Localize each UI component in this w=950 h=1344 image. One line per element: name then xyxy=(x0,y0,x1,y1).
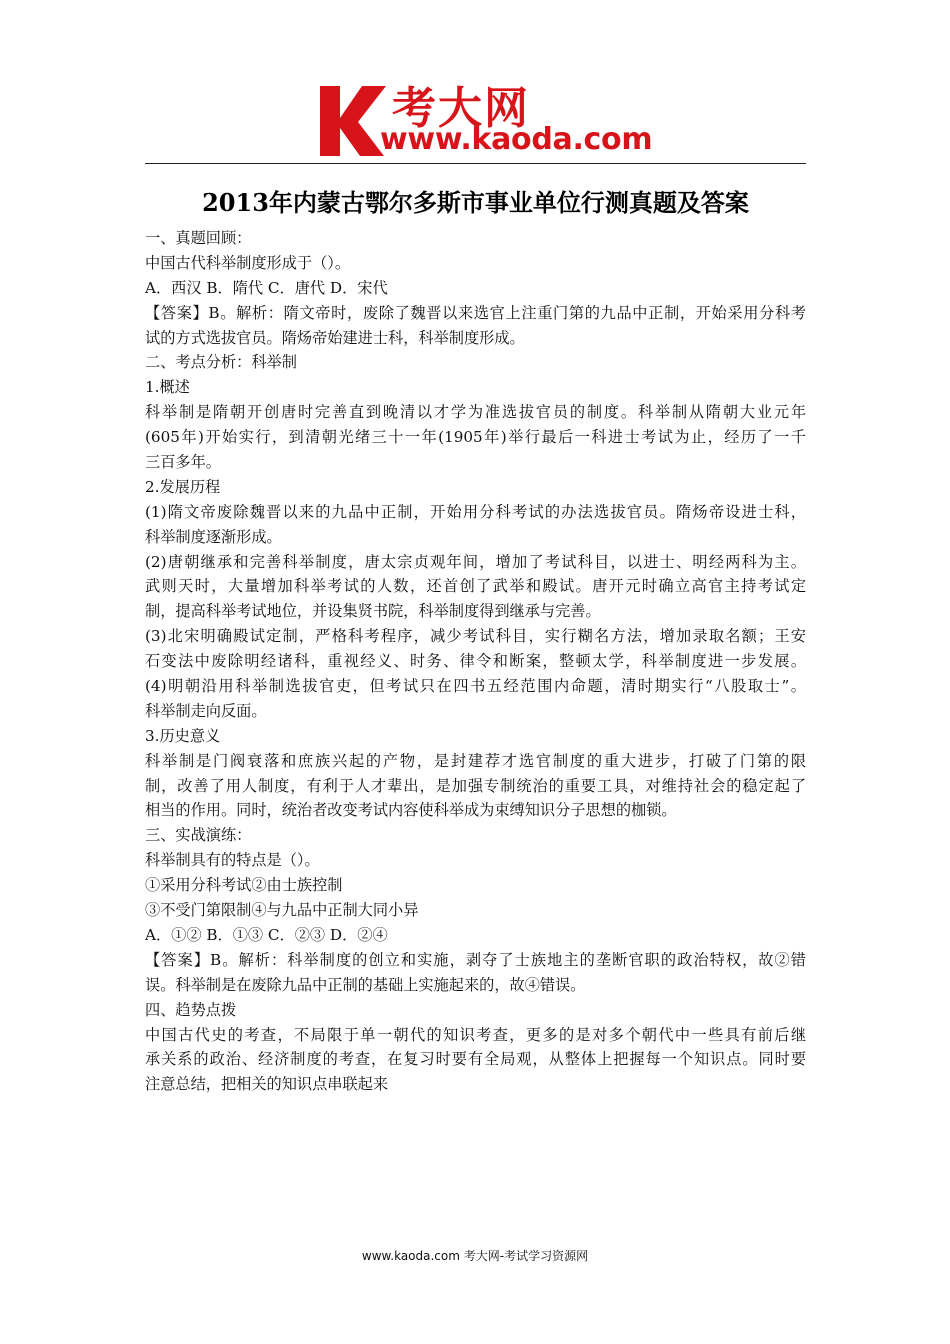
text-line: 科举制是隋朝开创唐时完善直到晚清以才学为准选拔官员的制度。科举制从隋朝大业元年 xyxy=(145,403,806,422)
document-body xyxy=(145,226,806,1097)
text-line: 科举制走向反面。 xyxy=(145,701,267,720)
logo-url-text: www.kaoda.com xyxy=(380,122,653,157)
text-line: 相当的作用。同时，统治者改变考试内容使科举成为束缚知识分子思想的枷锁。 xyxy=(145,801,677,820)
text-line: 试的方式选拔官员。隋炀帝始建进士科，科举制度形成。 xyxy=(145,328,525,347)
text-line: (605年)开始实行，到清朝光绪三十一年(1905年)举行最后一科进士考试为止，经历了一千 xyxy=(145,428,806,447)
text-line: A．西汉 B．隋代 C．唐代 D．宋代 xyxy=(145,278,388,297)
text-line: 石变法中废除明经诸科，重视经义、时务、律令和断案，整顿太学，科举制度进一步发展。 xyxy=(145,652,806,671)
text-line: 二、考点分析：科举制 xyxy=(145,353,297,372)
header-divider xyxy=(145,163,806,164)
text-line: 注意总结，把相关的知识点串联起来 xyxy=(145,1075,388,1094)
text-line: 制，提高科举考试地位，并设集贤书院，科举制度得到继承与完善。 xyxy=(145,602,601,621)
text-line: 科举制是门阀衰落和庶族兴起的产物，是封建荐才选官制度的重大进步，打破了门第的限 xyxy=(145,751,806,770)
text-line: 武则天时，大量增加科举考试的人数，还首创了武举和殿试。唐开元时确立高官主持考试定 xyxy=(145,577,806,596)
text-line: 科举制具有的特点是（）。 xyxy=(145,851,320,870)
text-line: 中国古代科举制度形成于（）。 xyxy=(145,253,351,272)
text-line: (3)北宋明确殿试定制，严格科考程序，减少考试科目，实行糊名方法，增加录取名额；王安 xyxy=(145,627,806,646)
text-line: 中国古代史的考查，不局限于单一朝代的知识考查，更多的是对多个朝代中一些具有前后继 xyxy=(145,1025,806,1044)
text-line: ①采用分科考试②由士族控制 xyxy=(145,876,343,895)
text-line: 【答案】B。解析：隋文帝时，废除了魏晋以来选官上注重门第的九品中正制，开始采用分科考 xyxy=(145,303,806,322)
text-line: 2.发展历程 xyxy=(145,477,221,496)
text-line: 制，改善了用人制度，有利于人才辈出，是加强专制统治的重要工具，对维持社会的稳定起了 xyxy=(145,776,806,795)
text-line: 一、真题回顾： xyxy=(145,229,252,247)
page-footer: www.kaoda.com 考大网-考试学习资源网 xyxy=(361,1249,589,1263)
text-line: 四、趋势点拨 xyxy=(145,1000,237,1019)
kaoda-logo[interactable] xyxy=(318,78,653,160)
text-line: (1)隋文帝废除魏晋以来的九品中正制，开始用分科考试的办法选拔官员。隋炀帝设进士科， xyxy=(145,502,806,521)
text-line: 1.概述 xyxy=(145,378,190,397)
text-line: ③不受门第限制④与九品中正制大同小异 xyxy=(145,901,419,920)
text-line: 3.历史意义 xyxy=(145,726,221,745)
text-line: 承关系的政治、经济制度的考查，在复习时要有全局观，从整体上把握每一个知识点。同时要 xyxy=(145,1050,806,1069)
text-line: 误。科举制是在废除九品中正制的基础上实施起来的，故④错误。 xyxy=(145,975,586,994)
document-title: 2013年内蒙古鄂尔多斯市事业单位行测真题及答案 xyxy=(202,188,749,217)
text-line: 三百多年。 xyxy=(145,453,221,472)
text-line: A．①② B．①③ C．②③ D．②④ xyxy=(145,925,388,944)
text-line: 【答案】B。解析：科举制度的创立和实施，剥夺了士族地主的垄断官职的政治特权，故②错 xyxy=(145,950,806,969)
text-line: 科举制度逐渐形成。 xyxy=(145,527,282,546)
logo-chinese-text: 考大网 xyxy=(392,83,530,134)
text-line: (4)明朝沿用科举制选拔官吏，但考试只在四书五经范围内命题，清时期实行“八股取士”。 xyxy=(145,677,806,696)
text-line: 三、实战演练： xyxy=(145,826,252,845)
text-line: (2)唐朝继承和完善科举制度，唐太宗贞观年间，增加了考试科目，以进士、明经两科为主。 xyxy=(145,552,806,571)
